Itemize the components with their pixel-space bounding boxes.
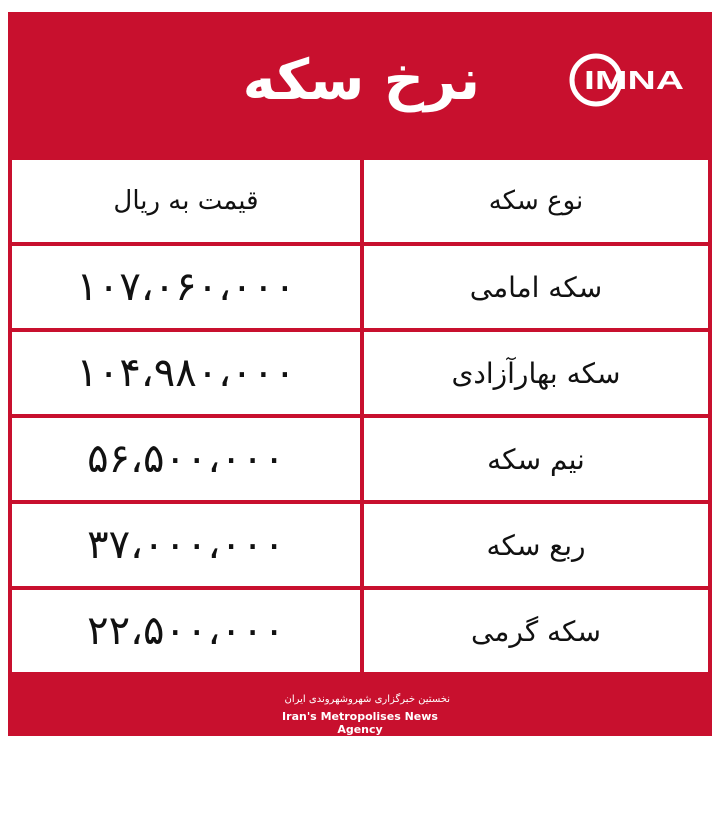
imna-logo-icon [568,52,698,108]
table-row [12,504,708,586]
header [8,12,712,156]
table-header-row [12,160,708,242]
coin-name: سکه گرمی [364,590,708,672]
column-header-coin-type: نوع سکه [364,160,708,242]
table-row [12,418,708,500]
logo-text: IMNA [584,65,685,95]
coin-price: ۲۲،۵۰۰،۰۰۰ [12,590,360,672]
table-row [12,590,708,672]
coin-name: نیم سکه [364,418,708,500]
coin-price: ۵۶،۵۰۰،۰۰۰ [12,418,360,500]
coin-name: سکه بهارآزادی [364,332,708,414]
page-title: نرخ سکه [242,48,480,113]
imna-logo [568,52,698,108]
coin-name: سکه امامی [364,246,708,328]
price-card [8,12,712,736]
footer-tagline-en: Iran's Metropolises News Agency [282,710,438,736]
coin-price: ۳۷،۰۰۰،۰۰۰ [12,504,360,586]
coin-name: ربع سکه [364,504,708,586]
footer [8,682,712,736]
coin-price: ۱۰۷،۰۶۰،۰۰۰ [12,246,360,328]
column-header-price: قیمت به ریال [12,160,360,242]
coin-price: ۱۰۴،۹۸۰،۰۰۰ [12,332,360,414]
footer-tagline-fa: نخستین خبرگزاری شهروشهروندی ایران [284,694,450,705]
table-row [12,332,708,414]
table-row [12,246,708,328]
